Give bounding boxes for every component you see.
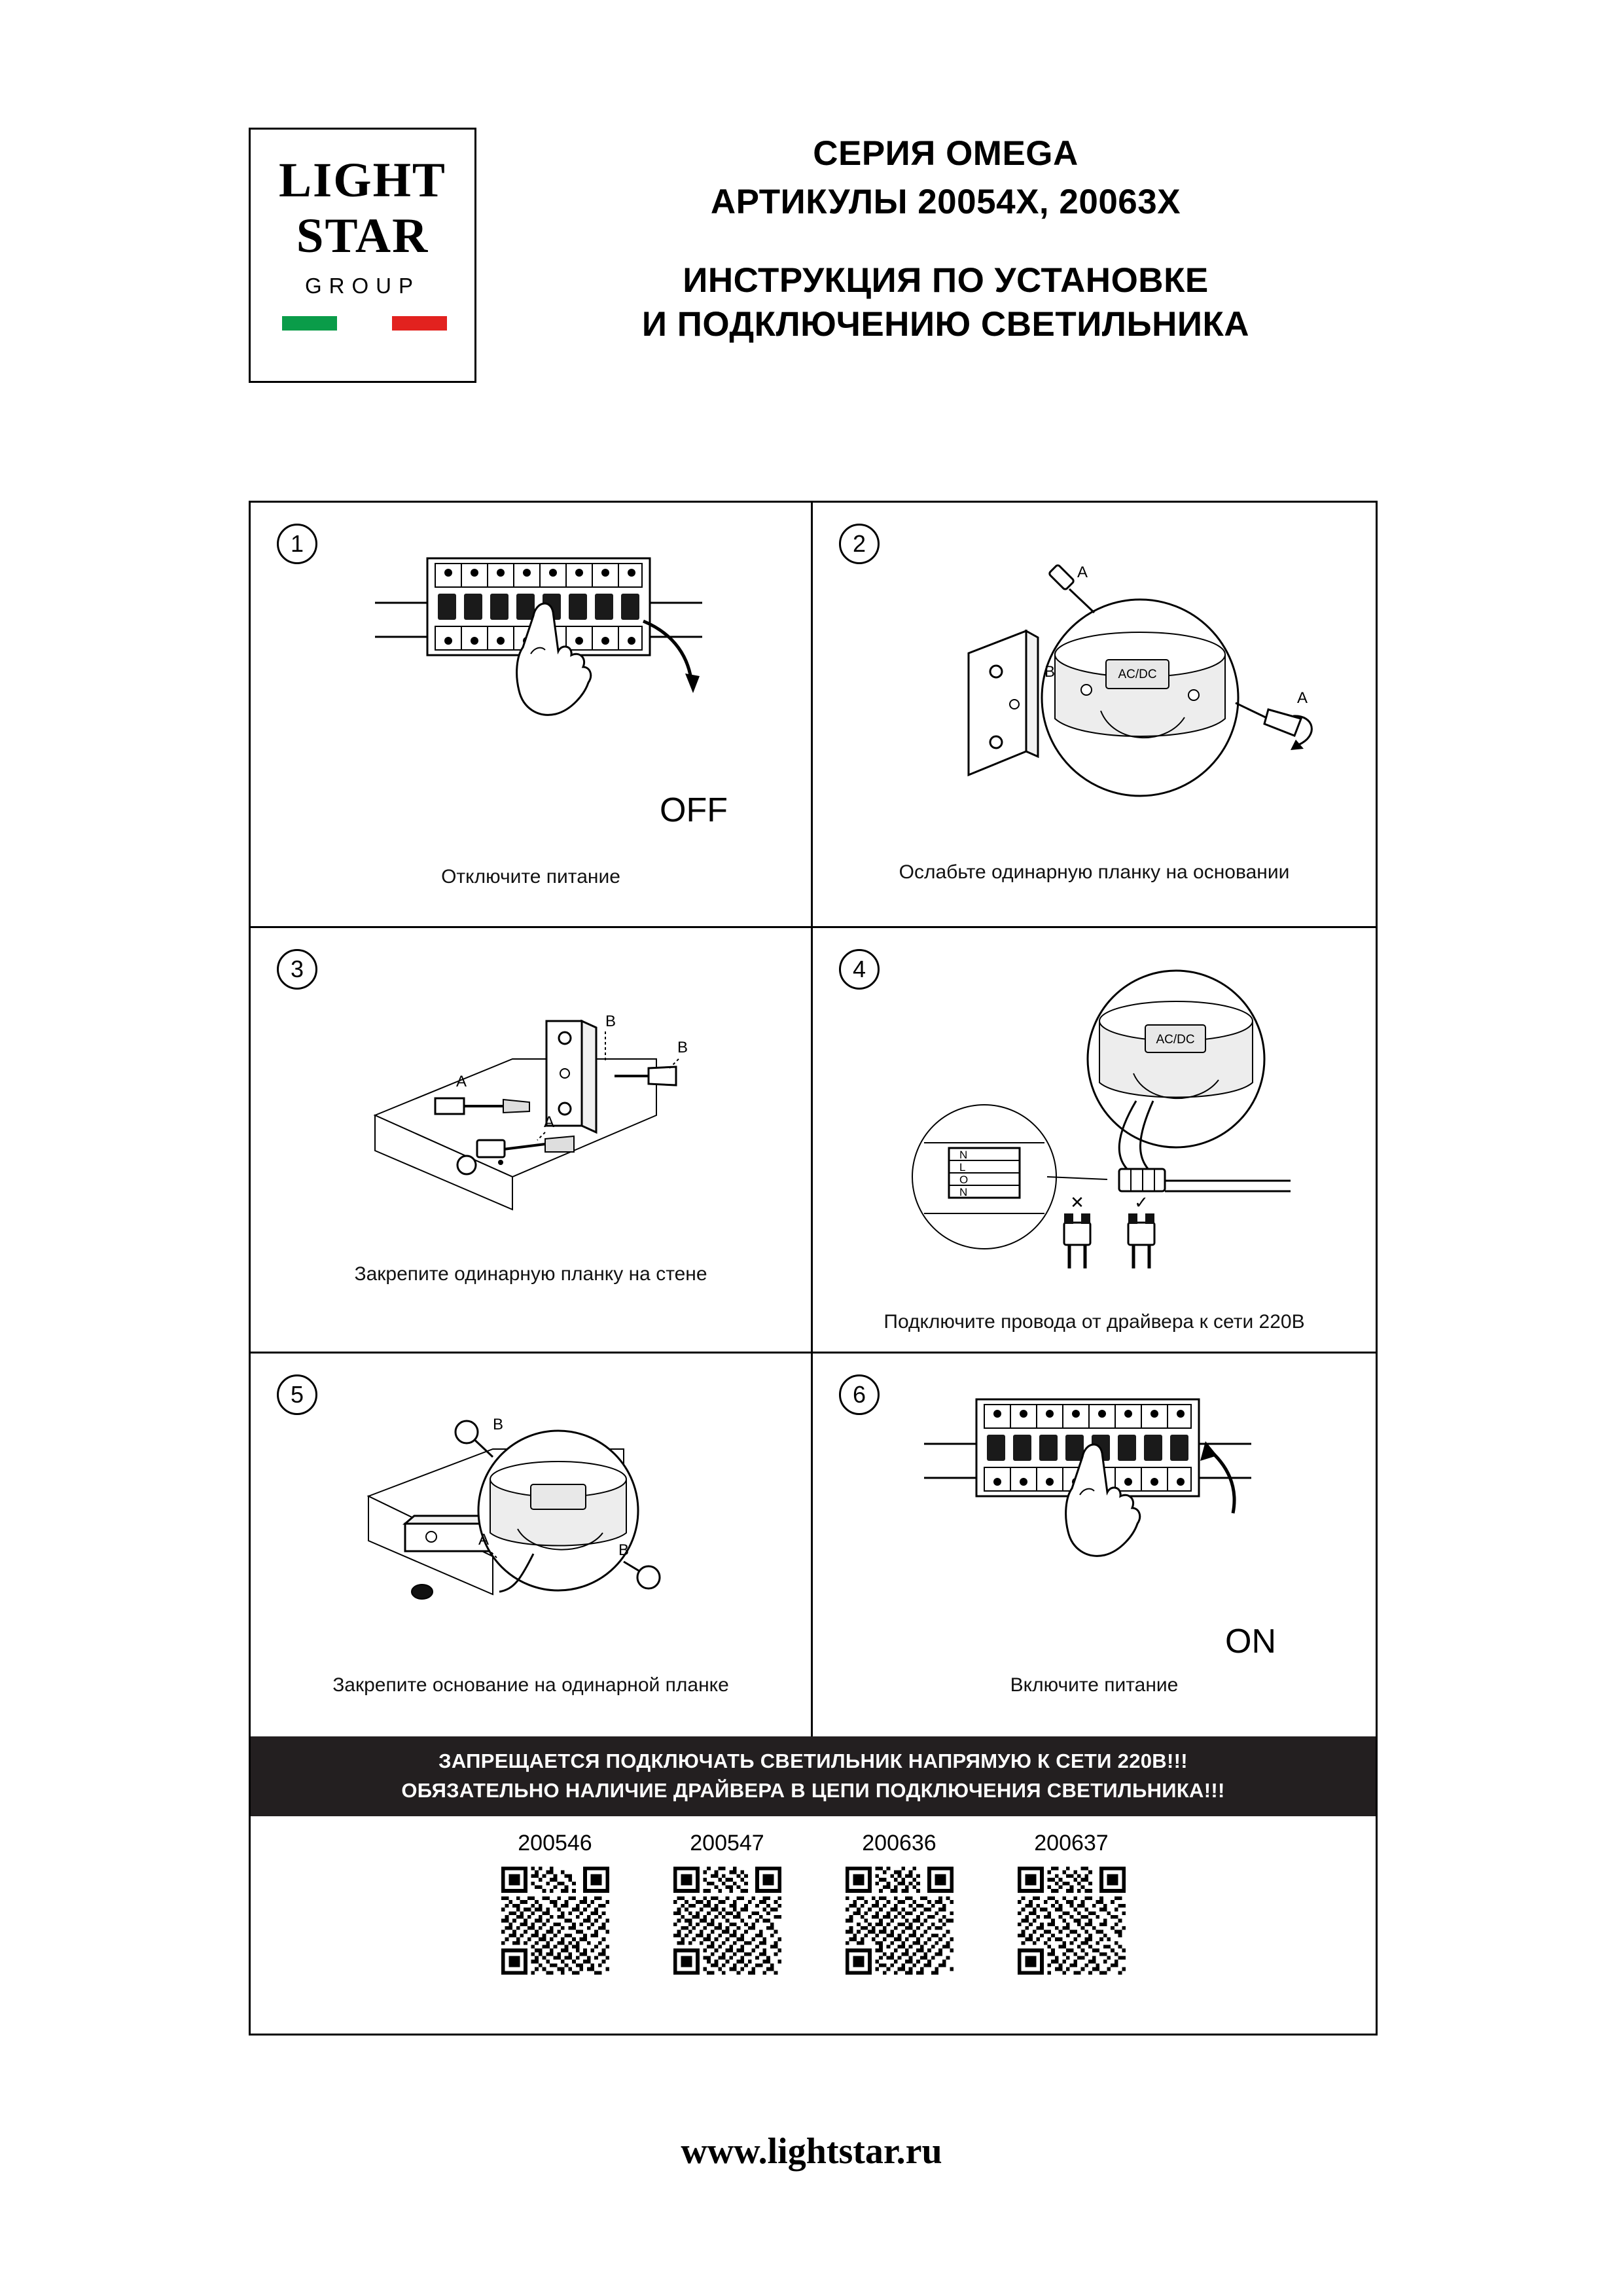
step-cell-4 — [813, 928, 1376, 1354]
step-cell-3 — [251, 928, 813, 1354]
qr-item-0 — [495, 1831, 616, 1975]
step-3-illustration — [349, 987, 755, 1236]
instruction-title-line2: И ПОДКЛЮЧЕНИЮ СВЕТИЛЬНИКА — [641, 305, 1250, 344]
step-2-caption: Ослабьте одинарную планку на основании — [899, 861, 1290, 883]
step-cell-2 — [813, 503, 1376, 928]
svg-text:✕: ✕ — [1070, 1193, 1084, 1212]
step-cell-5 — [251, 1354, 813, 1736]
step-1-caption: Отключите питание — [441, 866, 620, 888]
qr-item-3 — [1011, 1831, 1132, 1975]
series-title: СЕРИЯ OMEGA — [813, 134, 1079, 173]
qr-label-2: 200636 — [862, 1831, 936, 1856]
qr-code-icon-3[interactable] — [1018, 1867, 1126, 1975]
qr-item-1 — [667, 1831, 788, 1975]
warning-line-2: ОБЯЗАТЕЛЬНО НАЛИЧИЕ ДРАЙВЕРА В ЦЕПИ ПОДКЛЮЧЕНИЯ СВЕТИЛЬНИКА!!! — [401, 1779, 1225, 1802]
step-3-caption: Закрепите одинарную планку на стене — [354, 1263, 707, 1285]
step-1-illustration — [362, 539, 781, 814]
qr-code-row — [251, 1816, 1376, 2034]
brand-logo — [249, 128, 476, 383]
svg-text:L: L — [959, 1161, 966, 1174]
svg-text:B: B — [1044, 663, 1056, 681]
logo-text-group: GROUP — [304, 274, 420, 298]
logo-text-star: STAR — [296, 209, 429, 263]
footer-website[interactable]: www.lightstar.ru — [681, 2131, 942, 2172]
step-4-illustration — [872, 961, 1369, 1301]
italy-flag-icon — [282, 316, 447, 331]
svg-text:A: A — [1077, 564, 1088, 581]
articles-title: АРТИКУЛЫ 20054Х, 20063Х — [710, 182, 1181, 221]
step-6-illustration — [911, 1393, 1330, 1655]
svg-text:B: B — [618, 1541, 630, 1559]
steps-grid — [251, 503, 1376, 1736]
svg-text:A: A — [1296, 689, 1308, 707]
step-5-caption: Закрепите основание на одинарной планке — [332, 1674, 729, 1696]
qr-label-1: 200547 — [690, 1831, 764, 1856]
qr-label-3: 200637 — [1034, 1831, 1109, 1856]
step-4-caption: Подключите провода от драйвера к сети 220В — [883, 1311, 1305, 1333]
logo-text-light: LIGHT — [279, 153, 446, 207]
step-cell-6 — [813, 1354, 1376, 1736]
qr-label-0: 200546 — [518, 1831, 592, 1856]
svg-text:A: A — [478, 1531, 490, 1549]
warning-line-1: ЗАПРЕЩАЕТСЯ ПОДКЛЮЧАТЬ СВЕТИЛЬНИК НАПРЯМУЮ К СЕТИ 220В!!! — [438, 1749, 1188, 1773]
instruction-title-line1: ИНСТРУКЦИЯ ПО УСТАНОВКЕ — [683, 260, 1209, 300]
svg-text:N: N — [959, 1149, 968, 1161]
step-6-overlay-label: ON — [1225, 1623, 1276, 1660]
svg-text:AC/DC: AC/DC — [1118, 668, 1157, 681]
step-number-5: 5 — [277, 1374, 317, 1415]
step-2-illustration — [898, 555, 1356, 817]
svg-text:A: A — [543, 1113, 555, 1131]
step-number-6: 6 — [839, 1374, 880, 1415]
step-cell-1 — [251, 503, 813, 928]
step-number-2: 2 — [839, 524, 880, 564]
svg-text:B: B — [605, 1013, 616, 1030]
steps-frame — [249, 501, 1378, 2036]
svg-text:O: O — [959, 1174, 969, 1186]
qr-code-icon-2[interactable] — [846, 1867, 954, 1975]
svg-text:✓: ✓ — [1134, 1193, 1149, 1212]
page-header — [249, 128, 1381, 389]
qr-code-icon-0[interactable] — [501, 1867, 609, 1975]
step-number-4: 4 — [839, 949, 880, 990]
step-number-3: 3 — [277, 949, 317, 990]
svg-text:A: A — [455, 1073, 467, 1090]
step-1-overlay-label: OFF — [660, 791, 728, 829]
svg-text:N: N — [959, 1186, 968, 1198]
step-number-1: 1 — [277, 524, 317, 564]
step-6-caption: Включите питание — [1010, 1674, 1179, 1696]
svg-text:B: B — [492, 1416, 504, 1433]
warning-banner — [251, 1736, 1376, 1816]
svg-text:B: B — [677, 1039, 688, 1056]
qr-item-2 — [839, 1831, 960, 1975]
title-block — [510, 128, 1381, 347]
step-5-illustration — [342, 1393, 761, 1641]
svg-text:AC/DC: AC/DC — [1156, 1033, 1195, 1047]
qr-code-icon-1[interactable] — [673, 1867, 781, 1975]
